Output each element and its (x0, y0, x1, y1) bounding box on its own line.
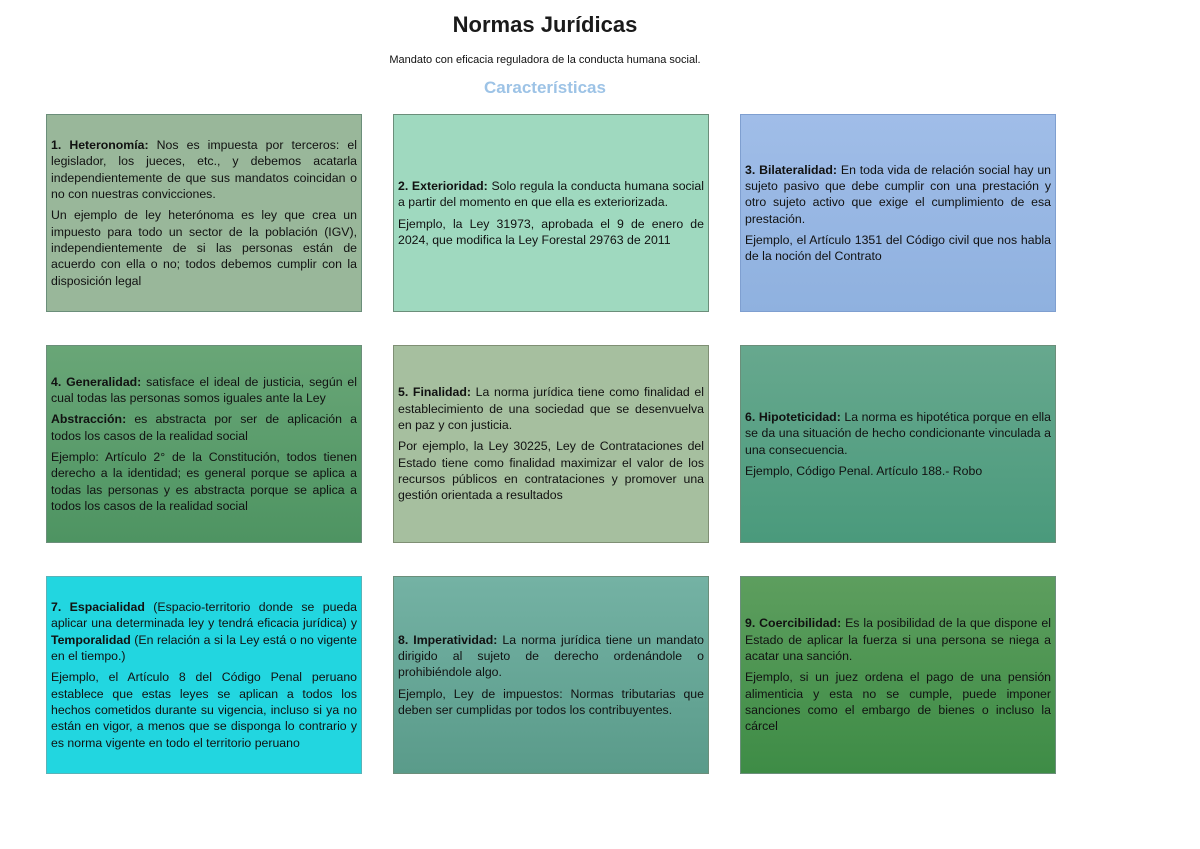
card-example: Ejemplo: Artículo 2° de la Constitución, todos tienen derecho a la identidad; es general porque se aplica a todas las personas y es abstracta porque se aplica a todos los casos de la realidad social (51, 450, 357, 513)
card-exterioridad (393, 114, 709, 312)
card-label: 9. Coercibilidad: (745, 616, 842, 631)
card-paragraph (398, 384, 704, 433)
card-paragraph (745, 615, 1051, 664)
card-label: 3. Bilateralidad: (745, 162, 838, 177)
page-subtitle: Mandato con eficacia reguladora de la conducta humana social. (389, 54, 701, 66)
card-example: Un ejemplo de ley heterónoma es ley que crea un impuesto para todo un sector de la población (IGV), independientemente de si las personas están de acuerdo con ella o no; todos debemos cumplir con la disposición legal (51, 208, 357, 288)
card-finalidad (393, 345, 709, 543)
card-example: Ejemplo, el Artículo 8 del Código Penal peruano establece que estas leyes se aplican a todos los hechos cometidos durante su vigencia, incluso si ya no están en vigor, a menos que se disponga lo contrario y es norma vigente en todo el territorio peruano (51, 670, 357, 750)
card-paragraph (51, 411, 357, 444)
card-generalidad (46, 345, 362, 543)
card-hipoteticidad (740, 345, 1056, 543)
card-label: 1. Heteronomía: (51, 138, 149, 153)
card-paragraph (745, 409, 1051, 458)
card-label: 4. Generalidad: (51, 374, 142, 389)
card-text: En toda vida de relación social hay un sujeto pasivo que debe cumplir con una prestación y otro sujeto activo que exige el cumplimiento de esa prestación. (745, 162, 1051, 226)
card-text: Solo regula la conducta humana social a partir del momento en que ella es exteriorizada. (398, 178, 704, 210)
card-text: Nos es impuesta por terceros: el legislador, los jueces, etc., y debemos acatarla independientemente de que sus mandatos coincidan o no con nuestras convicciones. (51, 138, 357, 202)
card-paragraph (398, 632, 704, 681)
card-label: 7. Espacialidad (51, 600, 145, 615)
card-heteronomia (46, 114, 362, 312)
card-example: Ejemplo, la Ley 31973, aprobada el 9 de enero de 2024, que modifica la Ley Forestal 29763 de 2011 (398, 216, 704, 247)
card-text: La norma jurídica tiene como finalidad el establecimiento de una sociedad que se desenvuelva en paz y con justicia. (398, 385, 704, 433)
card-text: es abstracta por ser de aplicación a todos los casos de la realidad social (51, 412, 357, 443)
card-coercibilidad (740, 576, 1056, 774)
card-paragraph (398, 178, 704, 211)
card-label: Temporalidad (51, 632, 131, 647)
card-example: Ejemplo, Ley de impuestos: Normas tributarias que deben ser cumplidas por todos los contribuyentes. (398, 686, 704, 717)
card-label: 6. Hipoteticidad: (745, 409, 841, 424)
page-title: Normas Jurídicas (452, 12, 638, 37)
card-paragraph (51, 137, 357, 202)
card-imperatividad (393, 576, 709, 774)
card-label: Abstracción: (51, 412, 127, 427)
card-paragraph (745, 162, 1051, 227)
card-example: Por ejemplo, la Ley 30225, Ley de Contrataciones del Estado tiene como finalidad maximizar el valor de los recursos públicos en contrataciones y promover una gestión orientada a resultados (398, 439, 704, 503)
card-label: 5. Finalidad: (398, 385, 471, 400)
card-example: Ejemplo, Código Penal. Artículo 188.- Robo (745, 463, 983, 478)
card-espacialidad (46, 576, 362, 774)
card-paragraph (51, 374, 357, 407)
card-text: satisface el ideal de justicia, según el cual todas las personas somos iguales ante la Ley (51, 374, 357, 406)
card-bilateralidad (740, 114, 1056, 312)
card-text: Es la posibilidad de la que dispone el Estado de aplicar la fuerza si una persona se niega a acatar una sanción. (745, 616, 1051, 664)
section-heading: Características (484, 78, 606, 97)
card-example: Ejemplo, si un juez ordena el pago de una pensión alimenticia y esta no se cumple, puede imponer sanciones como el embargo de bienes o incluso la cárcel (745, 670, 1051, 734)
card-paragraph (51, 599, 357, 664)
card-text: La norma jurídica tiene un mandato dirigido al sujeto de derecho ordenándole o prohibiéndole algo. (398, 632, 704, 680)
card-text: (Espacio-territorio donde se pueda aplicar una determinada ley y tendrá eficacia jurídica) y (51, 600, 357, 631)
card-label: 2. Exterioridad: (398, 178, 488, 193)
card-label: 8. Imperatividad: (398, 632, 498, 647)
card-example: Ejemplo, el Artículo 1351 del Código civil que nos habla de la noción del Contrato (745, 232, 1051, 264)
card-text: La norma es hipotética porque en ella se da una situación de hecho condicionante vinculada a una consecuencia. (745, 409, 1051, 457)
card-text: (En relación a si la Ley está o no vigente en el tiempo.) (51, 632, 357, 664)
